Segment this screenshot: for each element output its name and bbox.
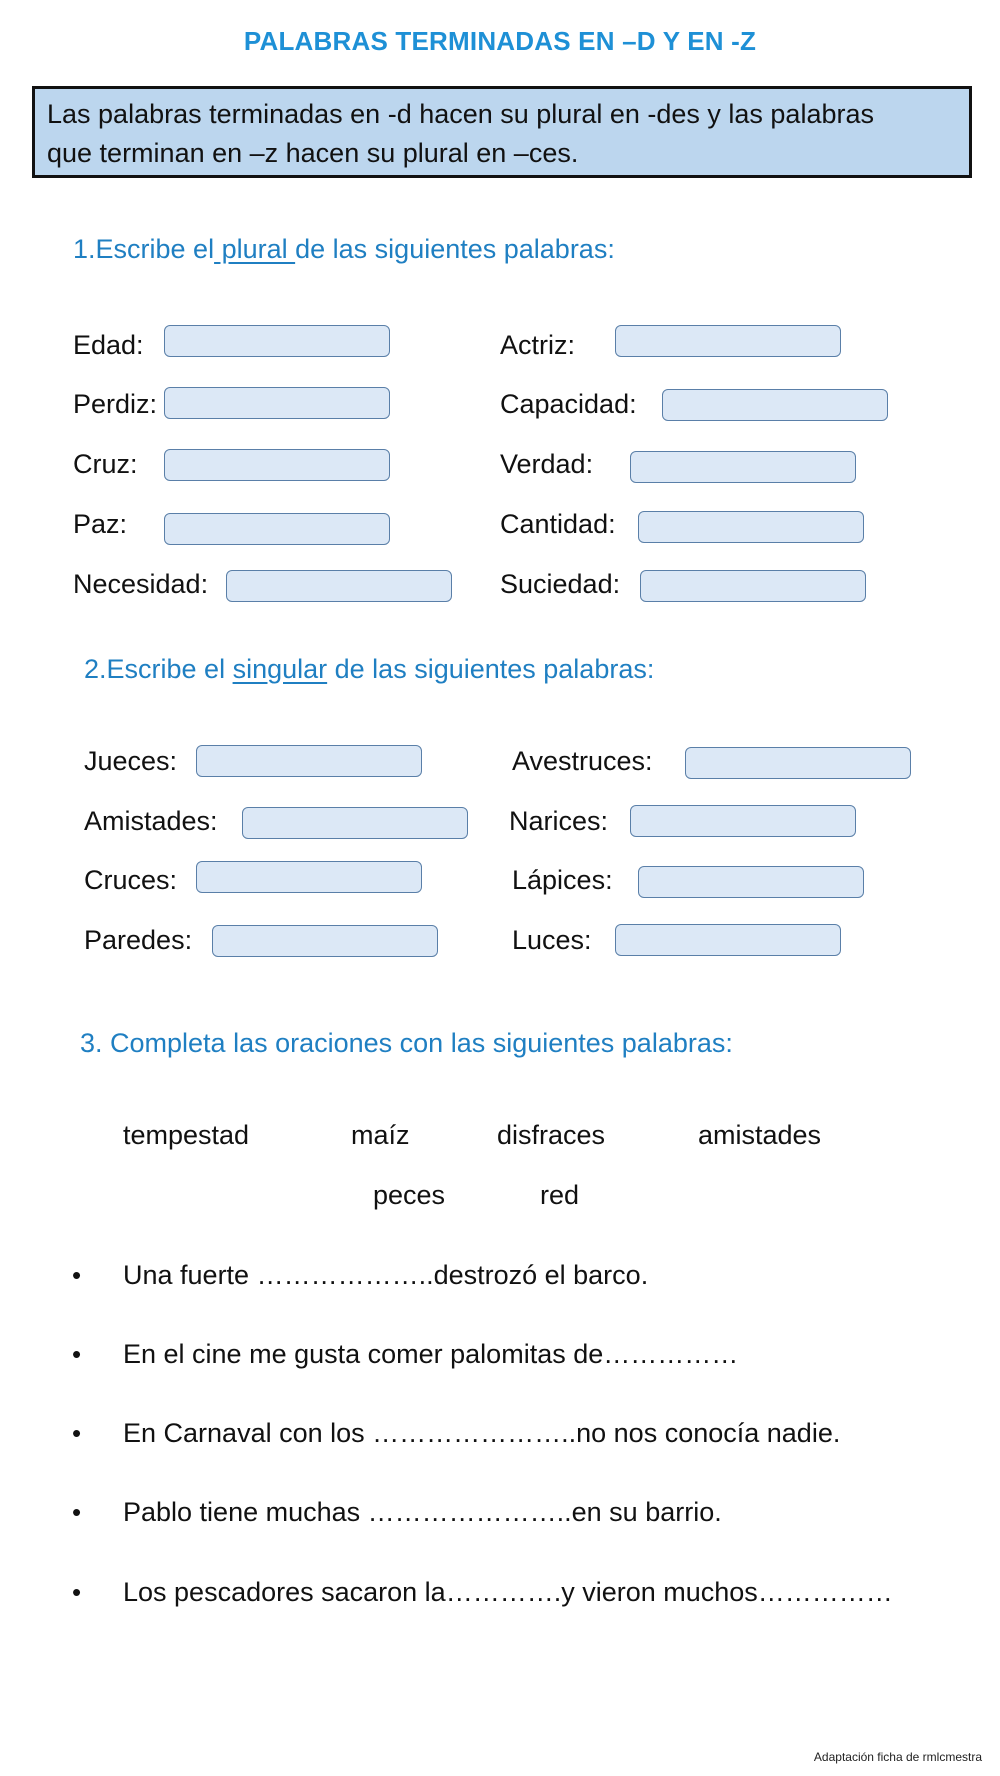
s2-input-paredes[interactable] [212,925,438,957]
s2-input-jueces[interactable] [196,745,422,777]
bullet-icon: • [72,1497,82,1527]
s1-input-capacidad[interactable] [662,389,888,421]
word-bank-item: red [540,1180,580,1210]
s2-input-luces[interactable] [615,924,841,956]
s1-input-necesidad[interactable] [226,570,452,602]
s1-label-suciedad: Suciedad: [500,569,621,599]
bullet-icon: • [72,1577,82,1607]
s2-label-amistades: Amistades: [84,806,218,836]
section2-heading-underlined: singular [232,654,328,684]
bullet-icon: • [72,1418,82,1448]
s1-label-cruz: Cruz: [73,449,138,479]
s1-input-actriz[interactable] [615,325,841,357]
section1-heading-prefix: 1.Escribe el [73,234,215,264]
page-title: PALABRAS TERMINADAS EN –D Y EN -Z [243,26,757,56]
s2-input-cruces[interactable] [196,861,422,893]
rule-line-2: que terminan en –z hacen su plural en –ces. [47,138,579,168]
s2-label-avestruces: Avestruces: [512,746,653,776]
section2-heading-suffix: de las siguientes palabras: [327,654,655,684]
s2-input-narices[interactable] [630,805,856,837]
bullet-icon: • [72,1260,82,1290]
s2-input-amistades[interactable] [242,807,468,839]
sentence-5: Los pescadores sacaron la………….y vieron muchos…………… [123,1577,893,1607]
section2-heading-prefix: 2.Escribe el [84,654,233,684]
section1-heading [73,234,615,265]
s2-label-narices: Narices: [509,806,609,836]
s1-label-paz: Paz: [73,509,128,539]
section1-heading-underlined: plural [214,234,296,264]
section1-heading-suffix: de las siguientes palabras: [295,234,615,264]
word-bank-item: peces [373,1180,446,1210]
s2-input-lapices[interactable] [638,866,864,898]
rule-line-1: Las palabras terminadas en -d hacen su plural en -des y las palabras [47,99,874,129]
s2-label-cruces: Cruces: [84,865,178,895]
s1-label-verdad: Verdad: [500,449,594,479]
s1-label-edad: Edad: [73,330,144,360]
bullet-icon: • [72,1339,82,1369]
sentence-3: En Carnaval con los …………………..no nos conocía nadie. [123,1418,841,1448]
s2-label-jueces: Jueces: [84,746,178,776]
word-bank-item: tempestad [123,1120,250,1150]
section3-heading: 3. Completa las oraciones con las siguientes palabras: [80,1028,733,1058]
s1-input-cantidad[interactable] [638,511,864,543]
s1-label-capacidad: Capacidad: [500,389,637,419]
sentence-4: Pablo tiene muchas …………………..en su barrio. [123,1497,722,1527]
word-bank-item: amistades [698,1120,822,1150]
s2-label-lapices: Lápices: [512,865,613,895]
s1-input-suciedad[interactable] [640,570,866,602]
s1-input-perdiz[interactable] [164,387,390,419]
s1-input-verdad[interactable] [630,451,856,483]
word-bank-item: disfraces [497,1120,606,1150]
s1-label-cantidad: Cantidad: [500,509,616,539]
footer-credit: Adaptación ficha de rmlcmestra [813,1750,982,1764]
sentence-2: En el cine me gusta comer palomitas de…………… [123,1339,739,1369]
s1-input-cruz[interactable] [164,449,390,481]
s1-input-paz[interactable] [164,513,390,545]
sentence-1: Una fuerte ………………..destrozó el barco. [123,1260,649,1290]
word-bank-item: maíz [351,1120,410,1150]
s1-input-edad[interactable] [164,325,390,357]
s2-input-avestruces[interactable] [685,747,911,779]
s1-label-actriz: Actriz: [500,330,576,360]
s1-label-perdiz: Perdiz: [73,389,158,419]
s2-label-paredes: Paredes: [84,925,193,955]
s2-label-luces: Luces: [512,925,592,955]
section2-heading [84,654,654,685]
s1-label-necesidad: Necesidad: [73,569,209,599]
rule-box [32,86,972,178]
